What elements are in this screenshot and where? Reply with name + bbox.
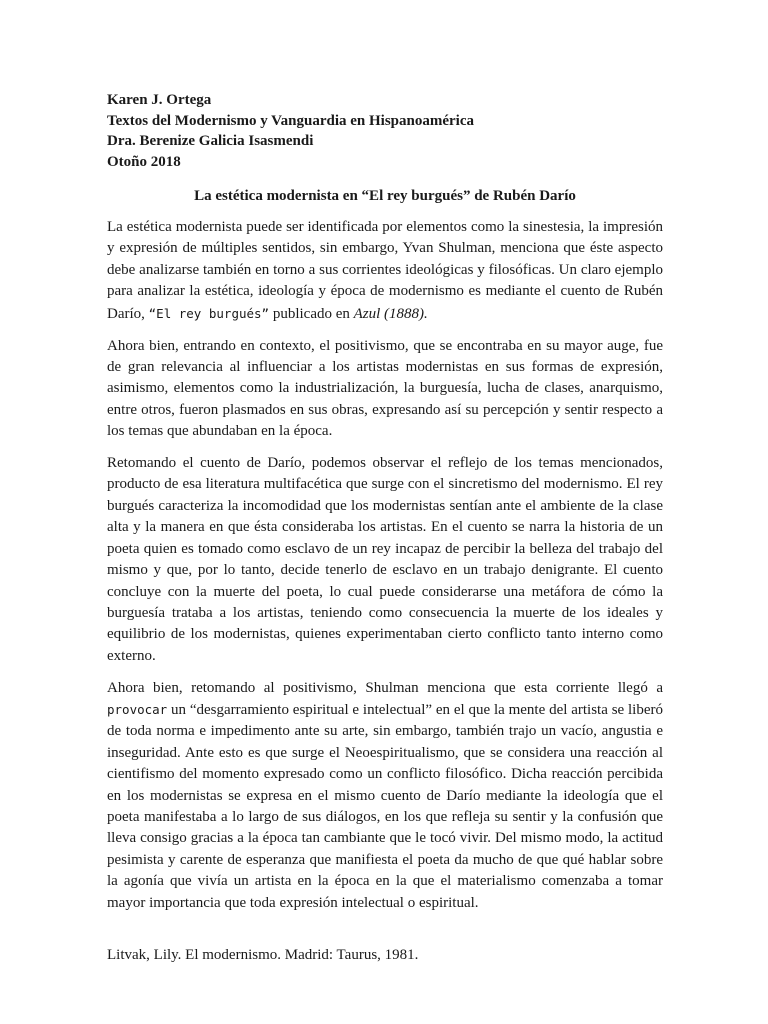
paragraph-3: Retomando el cuento de Darío, podemos observar el reflejo de los temas mencionados, producto de esa literatura multifacética que surge con el sincretismo del modernismo. El rey burgués caracteriza la incomodidad que los modernistas sentían ante el ambiente de la clase alta y la manera en que ésta consideraba los artistas. En el cuento se narra la historia de un poeta quien es tomado como esclavo de un rey incapaz de percibir la belleza del trabajo del mismo y que, por lo tanto, decide tenerlo de esclavo en un trabajo denigrante. El cuento concluye con la muerte del poeta, lo cual puede considerarse una metáfora de cómo la burguesía trataba a los artistas, teniendo como consecuencia la muerte de los ideales y equilibrio de los modernistas, quienes experimentaban cierto conflicto tanto interno como externo. (107, 455, 663, 664)
paragraph-1-mid: publicado en (269, 305, 354, 322)
story-title: “El rey burgués” (148, 305, 270, 321)
paragraph-4 (107, 678, 663, 914)
paragraph-2: Ahora bien, entrando en contexto, el positivismo, que se encontraba en su mayor auge, fue de gran relevancia al influenciar a los artistas modernistas en sus formas de expresión, asimismo, elementos como la industrialización, la burguesía, lucha de clases, anarquismo, entre otros, fueron plasmados en sus obras, expresando así su percepción y sentir respecto a los temas que abundaban en la época. (107, 337, 663, 440)
paragraph-4-rest: un “desgarramiento espiritual e intelectual” en el que la mente del artista se liberó de toda norma e impedimento ante su arte, sin embargo, también trajo un vacío, angustia e inseguridad. Ante esto es que surge el Neoespiritualismo, que se considera una reacción al cientifismo del momento expresado como un conflicto filosófico. Dicha reacción percibida en los modernistas se expresa en el mismo cuento de Darío mediante la ideología que el poeta manifestaba a lo largo de sus diálogos, en los que refleja su sentir y la confusión que lleva consigo gracias a la época tan cambiante que le tocó vivir. Del mismo modo, la actitud pesimista y carente de esperanza que manifiesta el poeta da mucho de que qué hablar sobre la agonía que vivía un artista en la época en la que el materialismo comenzaba a tomar mayor importancia que toda expresión intelectual o espiritual. (107, 702, 663, 911)
paragraph-1-text: La estética modernista puede ser identificada por elementos como la sinestesia, la impresión y expresión de múltiples sentidos, sin embargo, Yvan Shulman, menciona que éste aspecto debe analizarse también en torno a sus corrientes ideológicas y filosóficas. Un claro ejemplo para analizar la estética, ideología y época de modernismo es mediante el cuento de Rubén Darío, (107, 219, 663, 322)
word-provocar: provocar (107, 702, 168, 718)
paragraph-1 (107, 217, 663, 325)
document-page (107, 90, 663, 965)
term: Otoño 2018 (107, 153, 181, 170)
essay-title: La estética modernista en “El rey burgués” de Rubén Darío (194, 188, 576, 204)
bibliography-citation: Litvak, Lily. El modernismo. Madrid: Taurus, 1981. (107, 947, 419, 964)
professor-name: Dra. Berenize Galicia Isasmendi (107, 133, 314, 149)
course-name: Textos del Modernismo y Vanguardia en Hispanoamérica (107, 112, 474, 129)
author-name: Karen J. Ortega (107, 92, 212, 108)
book-title: Azul (1888). (353, 305, 428, 322)
paragraph-4-start: Ahora bien, retomando al positivismo, Shulman menciona que esta corriente llegó a (107, 679, 663, 696)
